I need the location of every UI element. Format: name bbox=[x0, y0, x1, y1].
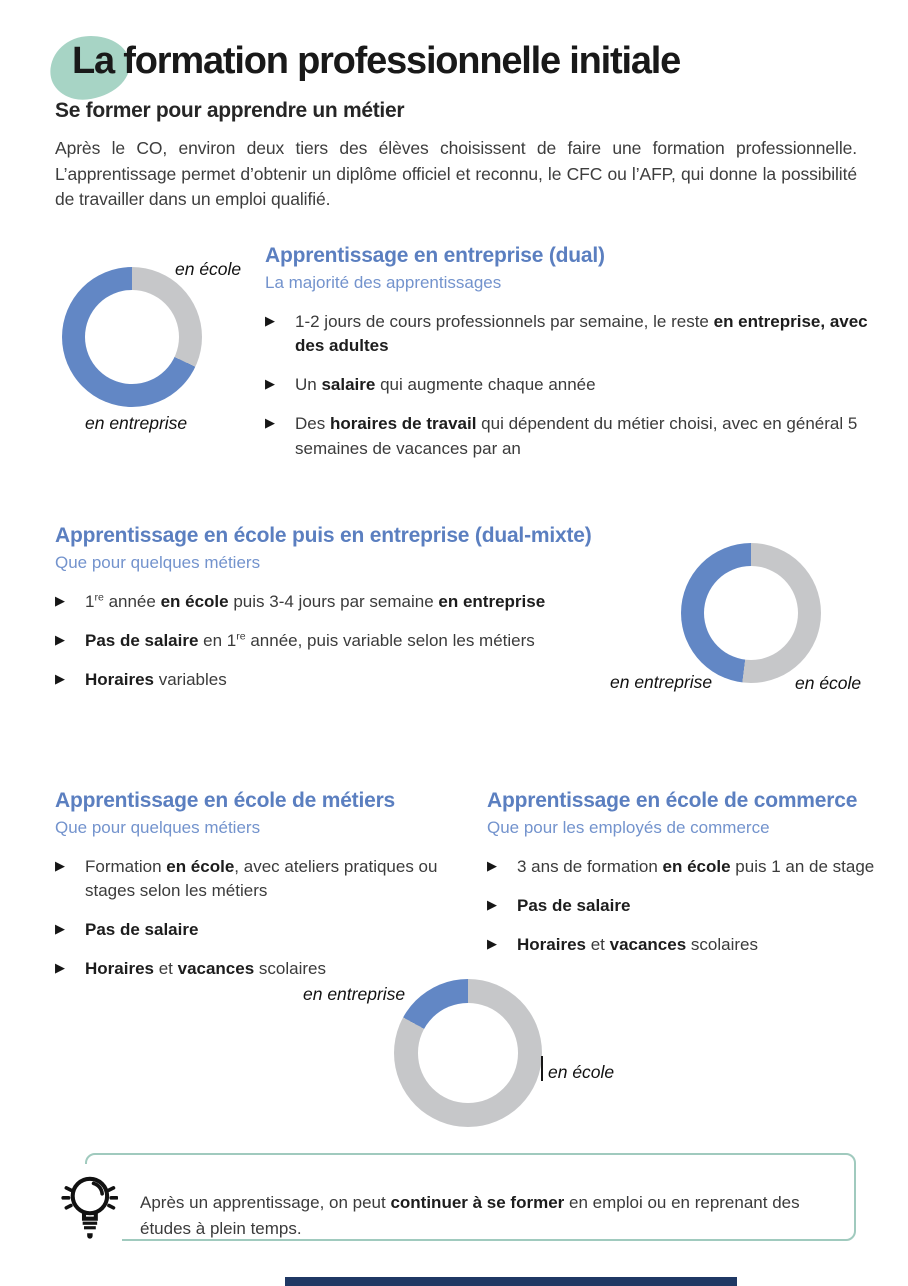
section-subtitle: Que pour quelques métiers bbox=[55, 818, 261, 837]
triangle-bullet-icon: ▶ bbox=[265, 376, 275, 392]
section-title: Apprentissage en école de commerce bbox=[487, 789, 858, 812]
triangle-bullet-icon: ▶ bbox=[55, 921, 65, 937]
donut-label-entreprise: en entreprise bbox=[610, 672, 713, 692]
section-title: Apprentissage en entreprise (dual) bbox=[265, 244, 605, 267]
donut-chart-dual bbox=[62, 267, 202, 407]
section-subtitle: Que pour les employés de commerce bbox=[487, 818, 770, 837]
donut-label-ecole: en école bbox=[548, 1062, 615, 1082]
footer-bar bbox=[285, 1277, 737, 1286]
bullet-item bbox=[487, 933, 891, 957]
bullet-list bbox=[487, 855, 891, 957]
bullet-list bbox=[265, 310, 883, 461]
bullet-text: Formation en école, avec ateliers pratiques ou stages selon les métiers bbox=[85, 857, 438, 901]
triangle-bullet-icon: ▶ bbox=[55, 858, 65, 873]
bullet-text: Pas de salaire bbox=[517, 896, 631, 916]
section-title: Apprentissage en école puis en entreprise (dual-mixte) bbox=[55, 524, 592, 547]
page-subtitle: Se former pour apprendre un métier bbox=[55, 99, 405, 122]
bullet-item bbox=[265, 412, 883, 460]
bullet-text: Un salaire qui augmente chaque année bbox=[295, 375, 596, 395]
bullet-item bbox=[55, 629, 687, 653]
section-subtitle: La majorité des apprentissages bbox=[265, 273, 502, 292]
triangle-bullet-icon: ▶ bbox=[55, 960, 65, 976]
donut-chart-dual-mixte bbox=[681, 543, 821, 683]
bullet-text: Pas de salaire bbox=[85, 920, 199, 940]
section-title: Apprentissage en école de métiers bbox=[55, 789, 396, 812]
bullet-text: Horaires et vacances scolaires bbox=[85, 959, 326, 979]
triangle-bullet-icon: ▶ bbox=[487, 936, 497, 952]
bullet-text: Pas de salaire en 1re année, puis variable selon les métiers bbox=[85, 630, 535, 651]
bullet-item bbox=[265, 373, 883, 397]
donut-hole bbox=[85, 290, 179, 384]
bullet-list bbox=[55, 590, 687, 692]
triangle-bullet-icon: ▶ bbox=[55, 671, 65, 687]
triangle-bullet-icon: ▶ bbox=[487, 897, 497, 913]
section-dual-mixte bbox=[55, 524, 687, 707]
bullet-item bbox=[55, 668, 687, 692]
bullet-item bbox=[55, 590, 687, 614]
triangle-bullet-icon: ▶ bbox=[265, 415, 275, 431]
triangle-bullet-icon: ▶ bbox=[265, 313, 275, 328]
donut-hole bbox=[704, 566, 798, 660]
intro-paragraph: Après le CO, environ deux tiers des élèves choisissent de faire une formation professionnelle. L’apprentissage permet d’obtenir un diplôme officiel et reconnu, le CFC ou l’AFP, qui donne la possibilité de travailler dans un emploi qualifié. bbox=[55, 138, 857, 210]
bullet-text: Des horaires de travail qui dépendent du métier choisi, avec en général 5 semaines de vacances par an bbox=[295, 414, 858, 458]
lightbulb-icon bbox=[56, 1164, 122, 1248]
donut-chart-ecole bbox=[394, 979, 542, 1127]
bullet-item bbox=[487, 855, 891, 879]
bullet-text: Horaires et vacances scolaires bbox=[517, 935, 758, 955]
tip-text: Après un apprentissage, on peut continuer à se former en emploi ou en reprenant des études à plein temps. bbox=[140, 1193, 800, 1239]
section-ecole-commerce bbox=[487, 789, 891, 972]
triangle-bullet-icon: ▶ bbox=[55, 593, 65, 608]
section-dual bbox=[265, 244, 883, 476]
section-ecole-metiers bbox=[55, 789, 447, 997]
bullet-text: 1re année en école puis 3-4 jours par semaine en entreprise bbox=[85, 591, 546, 611]
donut-label-ecole: en école bbox=[175, 259, 242, 279]
donut-label-leader-line bbox=[541, 1056, 543, 1081]
page-title: La formation professionnelle initiale bbox=[72, 40, 681, 82]
bullet-item bbox=[55, 855, 447, 903]
donut-hole bbox=[418, 1003, 517, 1102]
donut-label-ecole: en école bbox=[795, 673, 862, 693]
bullet-item bbox=[265, 310, 883, 358]
bullet-item bbox=[55, 918, 447, 942]
section-subtitle: Que pour quelques métiers bbox=[55, 553, 261, 572]
bullet-list bbox=[55, 855, 447, 982]
bullet-text: 3 ans de formation en école puis 1 an de stage bbox=[517, 857, 875, 876]
bullet-item bbox=[487, 894, 891, 918]
tip-box bbox=[85, 1153, 856, 1241]
bullet-item bbox=[55, 957, 447, 981]
donut-label-entreprise: en entreprise bbox=[303, 984, 406, 1004]
bullet-text: 1-2 jours de cours professionnels par semaine, le reste en entreprise, avec des adultes bbox=[295, 312, 868, 356]
triangle-bullet-icon: ▶ bbox=[55, 632, 65, 648]
bullet-text: Horaires variables bbox=[85, 670, 227, 690]
donut-label-entreprise: en entreprise bbox=[85, 413, 188, 433]
triangle-bullet-icon: ▶ bbox=[487, 858, 497, 873]
